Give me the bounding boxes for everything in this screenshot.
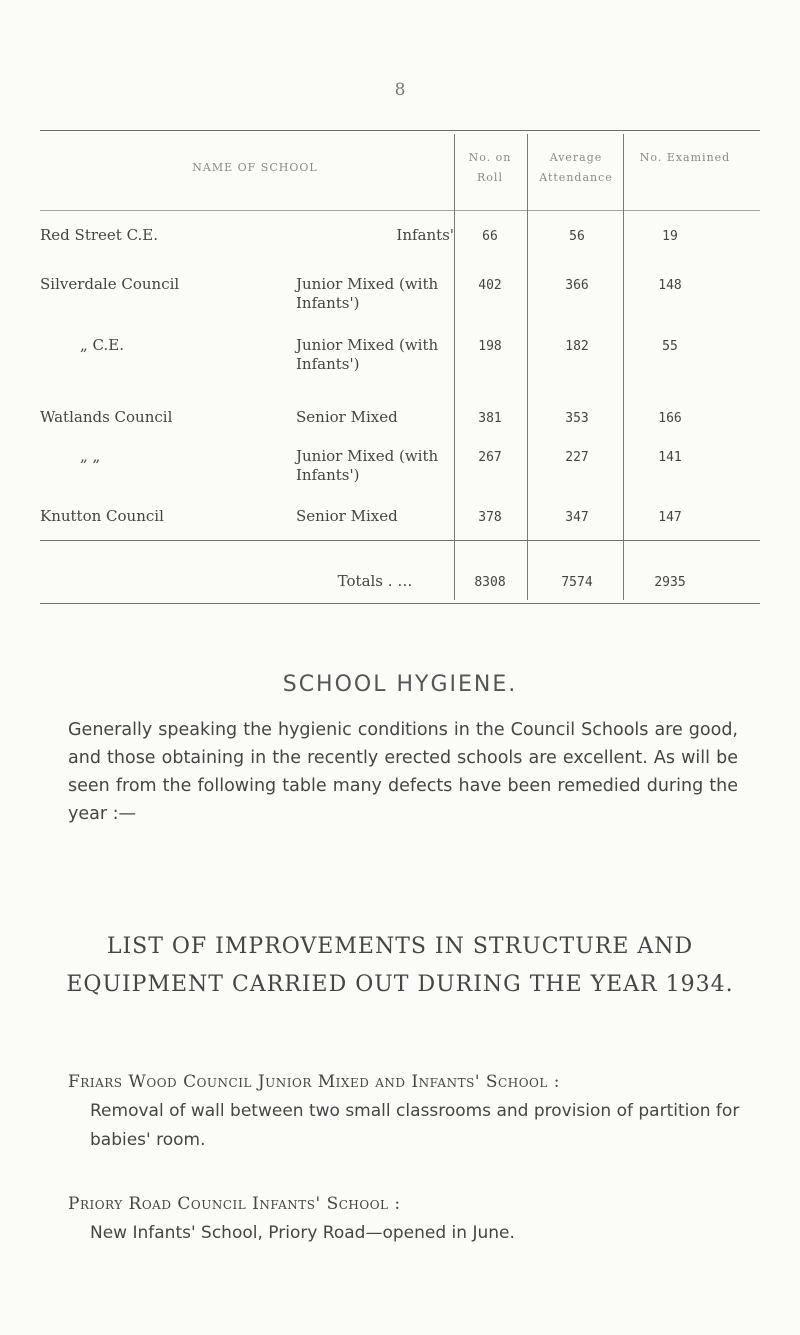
table-row-school: Silverdale Council	[40, 275, 180, 293]
table-row-school: „ C.E.	[80, 336, 124, 354]
table-row-attendance: 353	[565, 411, 589, 426]
table-row-attendance: 366	[565, 278, 589, 293]
table-row-examined: 147	[658, 510, 682, 525]
header-name-of-school: NAME OF SCHOOL	[192, 161, 318, 174]
column-divider-attendance	[527, 134, 528, 600]
list-item	[68, 1190, 758, 1248]
table-row-examined: 55	[662, 339, 678, 354]
table-row-roll: 267	[478, 450, 502, 465]
table-row-type: Junior Mixed (with Infants')	[296, 336, 439, 373]
item-body: New Infants' School, Priory Road—opened in June.	[90, 1223, 515, 1243]
table-bottom-rule	[40, 603, 760, 604]
table-row-school: Red Street C.E.	[40, 226, 158, 244]
table-row-school: „ „	[80, 447, 101, 465]
header-no-examined: No. Examined	[639, 151, 731, 164]
item-heading: Priory Road Council Infants' School :	[68, 1194, 401, 1214]
table-top-rule	[40, 130, 760, 131]
header-no-on-roll: No. on Roll	[468, 151, 512, 184]
improvements-heading: LIST OF IMPROVEMENTS IN STRUCTURE AND EQUIPMENT CARRIED OUT DURING THE YEAR 1934.	[66, 934, 734, 997]
table-row-attendance: 347	[565, 510, 589, 525]
table-row-school: Watlands Council	[40, 408, 173, 426]
totals-roll: 8308	[474, 575, 506, 590]
totals-attendance: 7574	[561, 575, 593, 590]
item-body: Removal of wall between two small classrooms and provision of partition for babies' room.	[90, 1101, 740, 1150]
table-row-examined: 166	[658, 411, 682, 426]
table-row-roll: 378	[478, 510, 502, 525]
table-row-type: Junior Mixed (with Infants')	[296, 275, 439, 312]
table-row-type: Junior Mixed (with Infants')	[296, 447, 439, 484]
table-row-roll: 402	[478, 278, 502, 293]
totals-top-rule	[40, 540, 760, 541]
table-row-type: Senior Mixed	[296, 408, 398, 426]
table-row-type: Infants'	[396, 226, 454, 244]
table-row-roll: 198	[478, 339, 502, 354]
body-paragraph: Generally speaking the hygienic conditions in the Council Schools are good, and those obtaining in the recently erected schools are excellent. As will be seen from the following table many defects have been remedied during the year :—	[68, 720, 738, 824]
table-row-roll: 381	[478, 411, 502, 426]
table-row-school: Knutton Council	[40, 507, 164, 525]
table-row-roll: 66	[482, 229, 498, 244]
table-row-type: Senior Mixed	[296, 507, 398, 525]
item-heading: Friars Wood Council Junior Mixed and Infants' School :	[68, 1072, 560, 1092]
header-bottom-rule	[40, 210, 760, 211]
table-row-attendance: 227	[565, 450, 589, 465]
table-row-attendance: 56	[569, 229, 585, 244]
column-divider-examined	[623, 134, 624, 600]
totals-examined: 2935	[654, 575, 686, 590]
table-row-examined: 141	[658, 450, 682, 465]
section-title: SCHOOL HYGIENE.	[282, 672, 518, 697]
page-number: 8	[394, 80, 406, 100]
column-divider-roll	[454, 134, 455, 600]
table-row-attendance: 182	[565, 339, 589, 354]
totals-label: Totals . …	[337, 572, 413, 590]
list-item	[68, 1068, 758, 1155]
table-row-examined: 148	[658, 278, 682, 293]
table-row-examined: 19	[662, 229, 678, 244]
header-average-attendance: Average Attendance	[539, 151, 613, 184]
